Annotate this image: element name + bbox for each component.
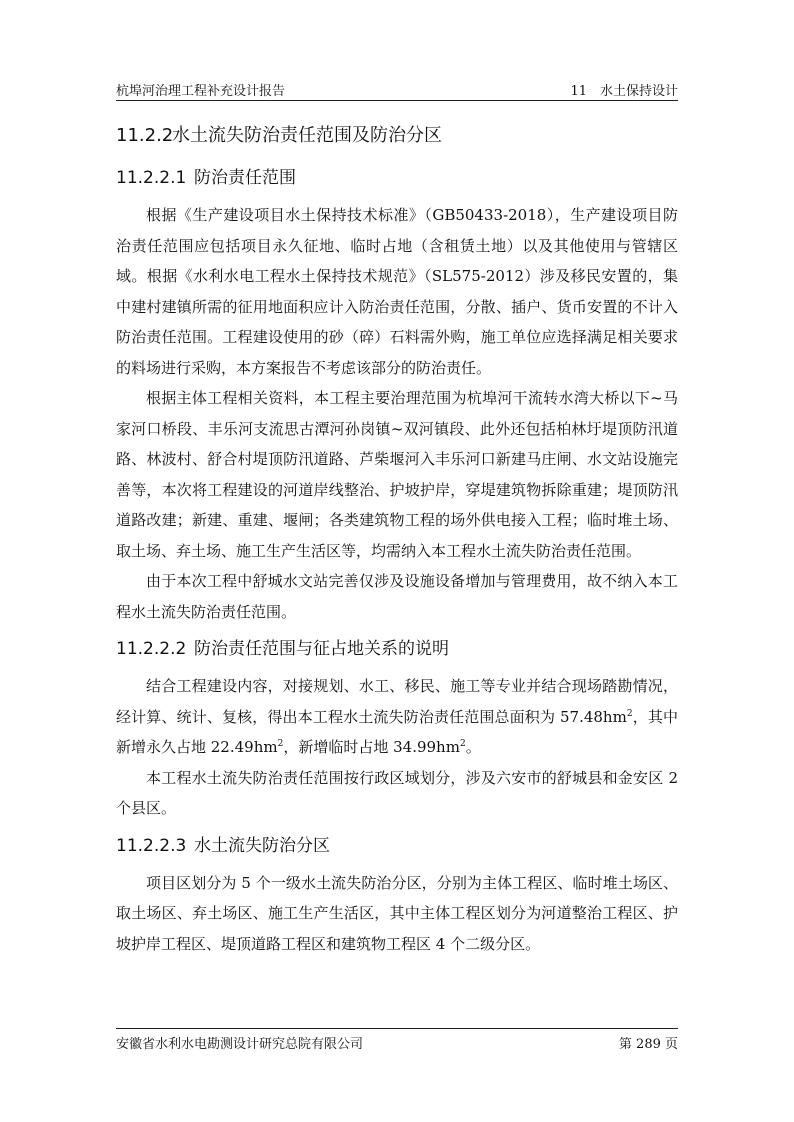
superscript: 2 bbox=[626, 708, 633, 719]
superscript: 2 bbox=[459, 739, 466, 749]
superscript: 2 bbox=[277, 739, 284, 749]
area-text: ，新增临时占地 34.99hm bbox=[283, 738, 460, 756]
section-number: 11.2.2 bbox=[116, 125, 174, 146]
header-report-title: 杭埠河治理工程补充设计报告 bbox=[116, 84, 286, 99]
section-heading bbox=[116, 116, 678, 156]
subsection-title: 水土流失防治分区 bbox=[194, 835, 330, 856]
subsection-number: 11.2.2.1 bbox=[116, 168, 187, 188]
subsection-heading bbox=[116, 824, 678, 868]
page-content bbox=[116, 116, 678, 959]
page-footer bbox=[116, 1028, 678, 1051]
subsection-heading bbox=[116, 156, 678, 200]
paragraph: 根据主体工程相关资料，本工程主要治理范围为杭埠河干流转水湾大桥以下~马家河口桥段、丰乐河支流思古潭河孙岗镇~双河镇段、此外还包括柏林圩堤顶防汛道路、林波村、舒合村堤顶防汛道路、芦柴堰河入丰乐河口新建马庄闸、水文站设施完善等，本次将工程建设的河道岸线整治、护坡护岸，穿堤建筑物拆除重建；堤顶防汛道路改建；新建、重建、堰闸；各类建筑物工程的场外供电接入工程；临时堆土场、取土场、弃土场、施工生产生活区等，均需纳入本工程水土流失防治责任范围。 bbox=[116, 389, 678, 560]
header-chapter: 11 水土保持设计 bbox=[570, 84, 678, 99]
subsection-heading bbox=[116, 627, 678, 671]
footer-company: 安徽省水利水电勘测设计研究总院有限公司 bbox=[116, 1037, 364, 1052]
paragraph: 项目区划分为 5 个一级水土流失防治分区，分别为主体工程区、临时堆土场区、取土场区、弃土场区、施工生产生活区，其中主体工程区划分为河道整治工程区、护坡护岸工程区、堤顶道路工程区和建筑物工程区 4 个二级分区。 bbox=[116, 873, 678, 953]
subsection-title: 防治责任范围与征占地关系的说明 bbox=[194, 639, 449, 659]
subsection-number: 11.2.2.2 bbox=[116, 639, 187, 659]
page-number: 第 289 页 bbox=[618, 1037, 678, 1052]
paragraph bbox=[116, 671, 678, 763]
area-text: 。 bbox=[465, 738, 481, 756]
paragraph: 由于本次工程中舒城水文站完善仅涉及设施设备增加与管理费用，故不纳入本工程水土流失防治责任范围。 bbox=[116, 572, 678, 621]
subsection-title: 防治责任范围 bbox=[194, 168, 296, 188]
page-header bbox=[116, 78, 678, 101]
area-text: ，其中新增永久占地 22.49hm bbox=[116, 707, 678, 756]
paragraph: 本工程水土流失防治责任范围按行政区域划分，涉及六安市的舒城县和金安区 2 个县区。 bbox=[116, 768, 678, 817]
paragraph: 根据《生产建设项目水土保持技术标准》（GB50433-2018），生产建设项目防治责任范围应包括项目永久征地、临时占地（含租赁土地）以及其他使用与管辖区域。根据《水利水电工程水土保持技术规范》（SL575-2012）涉及移民安置的，集中建村建镇所需的征用地面积应计入防治责任范围，分散、插户、货币安置的不计入防治责任范围。工程建设使用的砂（碎）石料需外购，施工单位应选择满足相关要求的料场进行采购，本方案报告不考虑该部分的防治责任。 bbox=[116, 206, 678, 377]
area-text: 结合工程建设内容，对接规划、水工、移民、施工等专业并结合现场踏勘情况，经计算、统计、复核，得出本工程水土流失防治责任范围总面积为 57.48hm bbox=[116, 677, 678, 726]
subsection-number: 11.2.2.3 bbox=[116, 835, 187, 856]
section-title: 水土流失防治责任范围及防治分区 bbox=[172, 125, 442, 146]
